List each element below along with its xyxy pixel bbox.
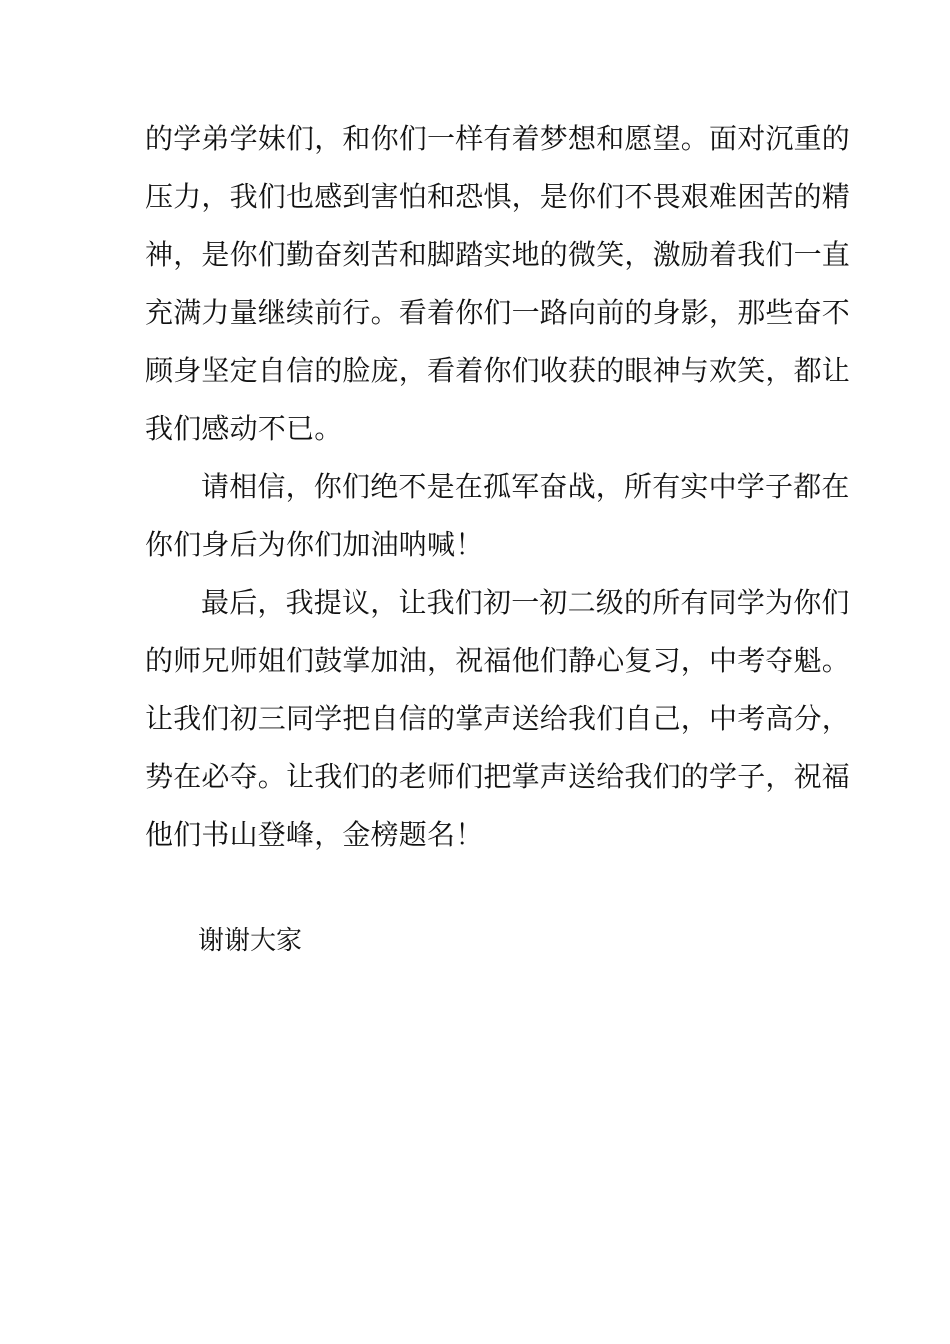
paragraph-2 xyxy=(145,458,850,574)
text-line: 我们感动不已。 xyxy=(145,412,343,445)
body-text xyxy=(145,110,851,864)
text-line: 的师兄师姐们鼓掌加油，祝福他们静心复习，中考夺魁。 xyxy=(145,644,851,677)
text-line: 顾身坚定自信的脸庞，看着你们收获的眼神与欢笑，都让 xyxy=(145,354,851,387)
text-line: 他们书山登峰，金榜题名！ xyxy=(145,818,484,851)
text-line: 神，是你们勤奋刻苦和脚踏实地的微笑，激励着我们一直 xyxy=(145,238,851,271)
paragraph-3 xyxy=(145,574,851,864)
text-line: 的学弟学妹们，和你们一样有着梦想和愿望。面对沉重的 xyxy=(145,122,851,155)
text-line: 请相信，你们绝不是在孤军奋战，所有实中学子都在 xyxy=(201,470,850,503)
text-line: 最后，我提议，让我们初一初二级的所有同学为你们 xyxy=(201,586,850,619)
text-line: 势在必夺。让我们的老师们把掌声送给我们的学子，祝福 xyxy=(145,760,851,793)
paragraph-1 xyxy=(145,110,851,458)
closing-text: 谢谢大家 xyxy=(198,926,303,956)
text-line: 充满力量继续前行。看着你们一路向前的身影，那些奋不 xyxy=(145,296,851,329)
text-line: 压力，我们也感到害怕和恐惧，是你们不畏艰难困苦的精 xyxy=(145,180,851,213)
text-line: 你们身后为你们加油呐喊！ xyxy=(145,528,484,561)
text-line: 让我们初三同学把自信的掌声送给我们自己，中考高分， xyxy=(145,702,851,735)
